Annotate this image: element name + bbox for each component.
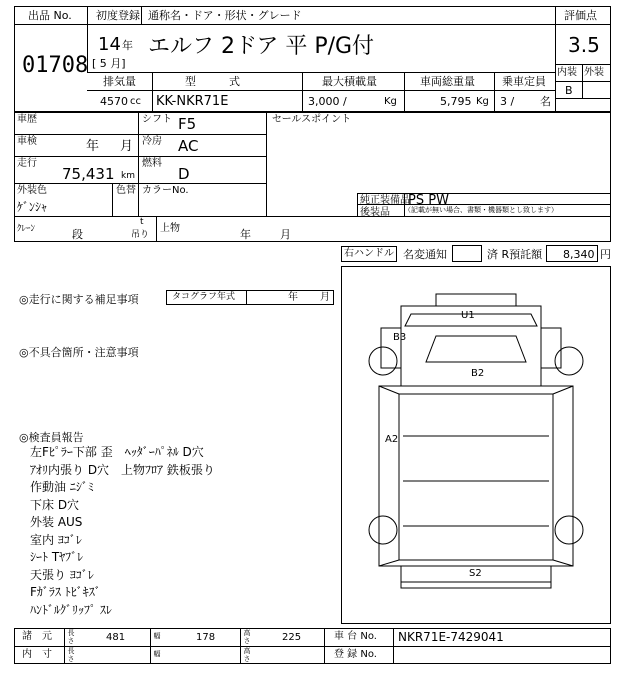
front-right-wheel: [555, 347, 583, 375]
chassis-number: NKR71E-7429041: [398, 630, 504, 644]
color-no-label: カラーNo.: [142, 185, 189, 196]
length-value: 481: [106, 632, 126, 643]
capacity-label: 乗車定員: [502, 75, 546, 88]
inspector-report-line: 作動油 ﾆｼﾞﾐ: [30, 480, 94, 494]
registration-year: 14: [98, 34, 121, 55]
cab-roof-panel: [426, 336, 526, 362]
exterior-color-value: ｹﾞﾝｼｬ: [17, 200, 48, 214]
vehicle-name: エルフ 2ドア 平 P/G付: [148, 34, 375, 59]
upper-body-label: 上物: [160, 223, 180, 234]
genuine-equipment-label: 純正装備品: [360, 195, 410, 206]
recycle-amount: 8,340: [563, 248, 595, 261]
width-label: 幅: [153, 632, 161, 640]
bed-corner-4: [553, 560, 573, 566]
rhd-flag: 右ハンドル: [344, 248, 394, 259]
tachograph-month: 月: [320, 292, 330, 303]
history-label: 車歴: [17, 114, 37, 125]
interior-height-label: 高さ: [243, 647, 251, 663]
bed-corner-2: [553, 386, 573, 394]
height-label: 高さ: [243, 629, 251, 645]
inspector-report-line: 左Fﾋﾟﾗｰ下部 歪 ﾍｯﾀﾞｰﾊﾟﾈﾙ D穴: [30, 445, 204, 459]
truck-diagram: [341, 266, 611, 624]
exterior-grade-label: 外装: [584, 67, 604, 78]
vehicle-name-label: 通称名・ドア・形状・グレード: [148, 9, 302, 22]
registration-month: [ 5 月]: [92, 57, 126, 70]
inspection-label: 車検: [17, 136, 37, 147]
cargo-bed-floor: [399, 394, 553, 560]
crane-label: ｸﾚｰﾝ: [17, 224, 36, 234]
score-label: 評価点: [564, 9, 597, 22]
fuel-label: 燃料: [142, 158, 162, 169]
diagram-label-b2: B2: [471, 368, 485, 379]
aftermarket-note: （記載が無い場合、書類・機器類とし致します）: [404, 206, 558, 214]
model-label: 型 式: [185, 75, 240, 88]
height-value: 225: [282, 632, 302, 643]
shift-label: シフト: [142, 114, 172, 125]
registration-no-label: 登 録 No.: [334, 649, 377, 660]
inspector-report-line: ﾊﾝﾄﾞﾙｸﾞﾘｯﾌﾟ ｽﾚ: [30, 602, 112, 617]
bed-corner-1: [379, 386, 399, 394]
upper-body-month: 月: [280, 228, 291, 241]
capacity-unit: 名: [540, 95, 551, 108]
recycle-unit: 円: [600, 248, 611, 261]
rear-left-wheel: [369, 516, 397, 544]
rear-right-wheel: [555, 516, 583, 544]
aftermarket-label: 後装品: [360, 207, 390, 218]
defects-title: ◎不具合箇所・注意事項: [19, 346, 139, 359]
inspector-report-line: 室内 ﾖｺﾞﾚ: [30, 532, 82, 547]
tachograph-label: タコグラフ年式: [172, 292, 236, 302]
mileage-unit: km: [121, 171, 135, 181]
fuel-value: D: [178, 165, 190, 183]
registration-year-unit: 年: [122, 39, 133, 52]
inspector-report-title: ◎検査員報告: [19, 431, 84, 444]
front-left-wheel: [369, 347, 397, 375]
max-load-label: 最大積載量: [322, 75, 377, 88]
cargo-bed-outline: [379, 386, 573, 566]
sales-point-label: セールスポイント: [272, 114, 352, 125]
shift-value: F5: [178, 115, 197, 133]
displacement-label: 排気量: [103, 75, 136, 88]
inspector-report-line: ｱｵﾘ内張り D穴 上物ﾌﾛｱ 鉄板張り: [30, 462, 215, 477]
gross-weight-label: 車両総重量: [420, 75, 475, 88]
roof-marker: [436, 294, 516, 306]
diagram-label-b3: B3: [393, 332, 407, 343]
max-load-unit: Kg: [384, 96, 397, 107]
lot-label: 出品 No.: [28, 9, 72, 22]
interior-dims-label: 内 寸: [22, 649, 52, 660]
right-mirror: [541, 328, 561, 368]
crane-ton: t: [140, 217, 144, 227]
mileage-label: 走行: [17, 158, 37, 169]
exterior-color-label: 外装色: [17, 185, 47, 196]
recycle-label: 済 R預託額: [487, 248, 543, 261]
gross-weight-unit: Kg: [476, 96, 489, 107]
interior-grade: B: [565, 84, 573, 97]
ac-value: AC: [178, 137, 199, 155]
capacity-value: 3 /: [500, 95, 515, 108]
model-code: KK-NKR71E: [156, 94, 229, 109]
chassis-label: 車 台 No.: [334, 631, 377, 642]
dims-label: 諸 元: [22, 631, 52, 642]
name-change-box: [452, 245, 482, 262]
interior-width-label: 幅: [153, 650, 161, 658]
inspector-report-line: 外装 AUS: [30, 515, 83, 529]
mileage-value: 75,431: [62, 165, 115, 183]
bed-corner-3: [379, 560, 399, 566]
inspection-year: 年: [86, 139, 100, 154]
tachograph-year: 年: [288, 292, 298, 303]
interior-grade-label: 内装: [557, 67, 577, 78]
inspector-report-line: Fｶﾞﾗｽ ﾄﾋﾞｷｽﾞ: [30, 585, 101, 599]
displacement-unit: cc: [130, 96, 141, 107]
inspector-report-line: 天張り ﾖｺﾞﾚ: [30, 567, 94, 582]
inspection-month: 月: [120, 139, 134, 154]
gross-weight-value: 5,795: [440, 95, 472, 108]
diagram-label-s2: S2: [469, 568, 482, 579]
max-load-value: 3,000 /: [308, 95, 347, 108]
inspector-report-line: 下床 D穴: [30, 497, 80, 512]
crane-stage: 段: [72, 228, 83, 241]
diagram-label-a2: A2: [385, 434, 399, 445]
width-value: 178: [196, 632, 216, 643]
overall-score: 3.5: [568, 33, 600, 57]
interior-length-label: 長さ: [67, 647, 75, 663]
displacement-value: 4570: [100, 95, 128, 108]
diagram-label-u1: U1: [461, 310, 475, 321]
crane-hang: 吊り: [131, 230, 150, 240]
color-change-label: 色替: [116, 185, 136, 196]
name-change-label: 名変通知: [403, 248, 447, 261]
upper-body-year: 年: [240, 228, 251, 241]
length-label: 長さ: [67, 629, 75, 645]
driving-notes-title: ◎走行に関する補足事項: [19, 293, 139, 306]
lot-number: 01708: [22, 53, 89, 78]
ac-label: 冷房: [142, 136, 162, 147]
inspector-report-line: ｼｰﾄ Tﾔﾌﾞﾚ: [30, 550, 84, 564]
genuine-equipment-value: PS PW: [408, 193, 449, 208]
first-registration-label: 初度登録: [96, 9, 140, 22]
